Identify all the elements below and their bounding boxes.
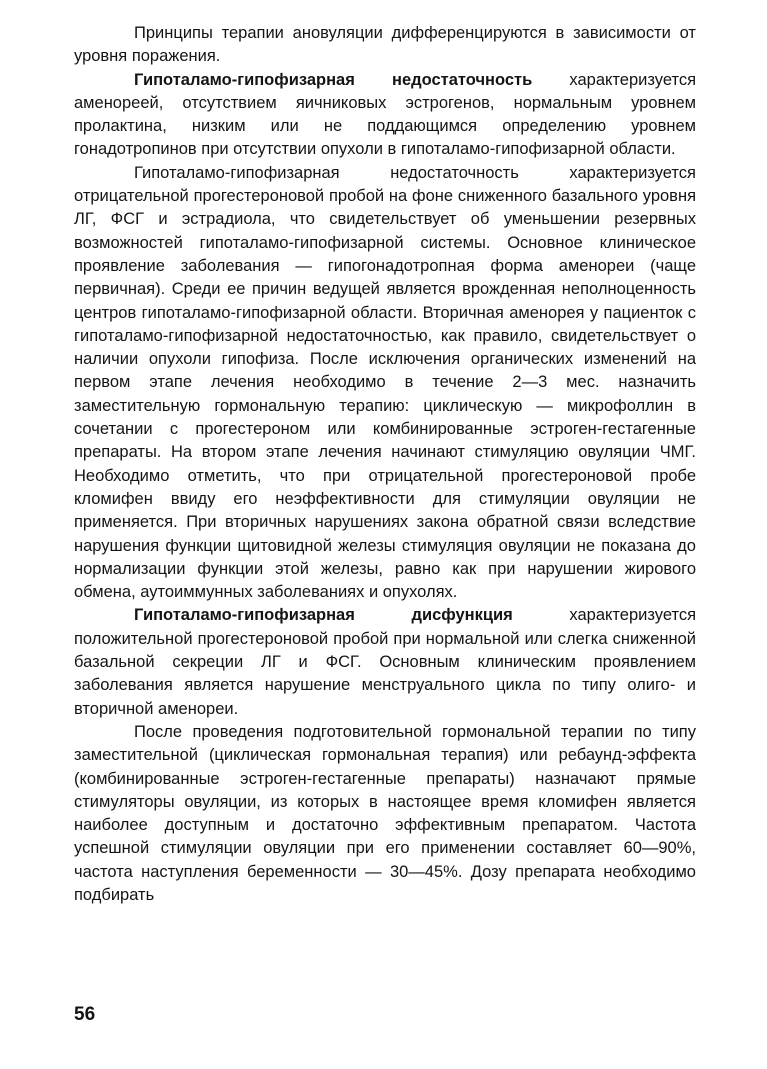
paragraph-lead: Гипоталамо-гипофизарная недостаточность <box>134 70 533 89</box>
page-number: 56 <box>74 1004 96 1025</box>
paragraph-text: Принципы терапии ановуляции дифференцируются в зависимости от уровня поражения. <box>74 24 696 66</box>
paragraph-dysfunction-definition <box>74 604 696 720</box>
page-body <box>74 22 696 907</box>
paragraph-intro <box>74 22 696 69</box>
paragraph-insufficiency-treatment <box>74 162 696 605</box>
paragraph-text: характеризуется положительной прогестероновой пробой при нормальной или слегка сниженной базальной секреции ЛГ и ФСГ. Основным клиническим проявлением заболевания является нарушение менструального цикла по типу олиго- и вторичной аменореи. <box>74 606 697 718</box>
paragraph-text: После проведения подготовительной гормональной терапии по типу заместительной (циклическая гормональная терапия) или ребаунд-эффекта (комбинированные эстроген-гестагенные препараты) назначают прямые стимуляторы овуляции, из которых в настоящее время кломифен является наиболее доступным и достаточно эффективным препаратом. Частота успешной стимуляции овуляции при его применении составляет 60—90%, частота наступления беременности — 30—45%. Дозу препарата необходимо подбирать <box>74 722 696 904</box>
paragraph-insufficiency-definition <box>74 69 696 162</box>
paragraph-lead: Гипоталамо-гипофизарная дисфункция <box>134 606 513 625</box>
paragraph-dysfunction-treatment <box>74 721 696 907</box>
paragraph-text: Гипоталамо-гипофизарная недостаточность характеризуется отрицательной прогестероновой пробой на фоне сниженного базального уровня ЛГ, ФСГ и эстрадиола, что свидетельствует об уменьшении резервных возможностей гипоталамо-гипофизарной системы. Основное клиническое проявление заболевания — гипогонадотропная форма аменореи (чаще первичная). Среди ее причин ведущей является врожденная неполноценность центров гипоталамо-гипофизарной области. Вторичная аменорея у пациенток с гипоталамо-гипофизарной недостаточностью, как правило, свидетельствует о наличии опухоли гипофиза. После исключения органических изменений на первом этапе лечения необходимо в течение 2—3 мес. назначить заместительную гормональную терапию: циклическую — микрофоллин в сочетании с прогестероном или комбинированные эстроген-гестагенные препараты. На втором этапе лечения начинают стимуляцию овуляции ЧМГ. Необходимо отметить, что при отрицательной прогестероновой пробе кломифен ввиду его неэффективности для стимуляции овуляции не применяется. При вторичных нарушениях закона обратной связи вследствие нарушения функции щитовидной железы стимуляция овуляции не показана до нормализации функции этой железы, равно как при нарушении жирового обмена, аутоиммунных заболеваниях и опухолях. <box>74 163 696 602</box>
paragraph-text: характеризуется аменореей, отсутствием яичниковых эстрогенов, нормальным уровнем пролактина, низким или не поддающимся определению уровнем гонадотропинов при отсутствии опухоли в гипоталамо-гипофизарной области. <box>74 70 696 159</box>
